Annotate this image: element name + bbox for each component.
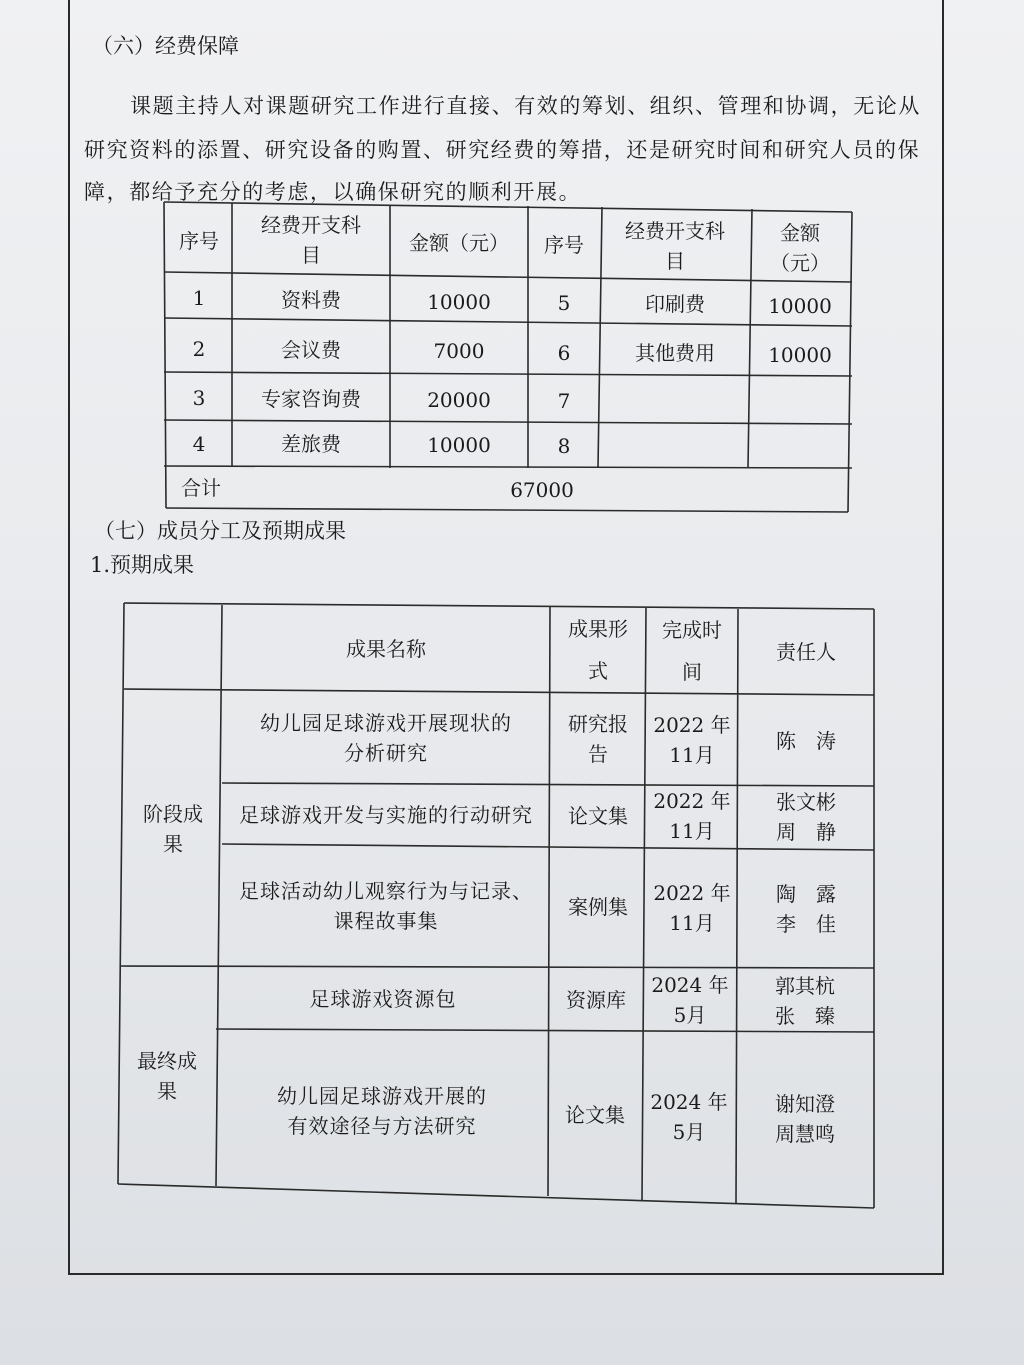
result-person: 陶 露 李 佳 [776,882,836,936]
expected-results-subheading: 1.预期成果 [90,553,195,577]
budget-cell: 1 [192,286,206,310]
result-person: 陈 涛 [776,729,836,753]
results-header-form: 成果形 式 [568,617,628,683]
paragraph-line-2: 研究资料的添置、研究设备的购置、研究经费的筹措，还是研究时间和研究人员的保 [84,138,921,162]
results-header-name: 成果名称 [346,637,426,661]
budget-cell: 4 [192,432,206,456]
result-time: 2022 年 11月 [653,713,731,767]
result-name: 足球游戏资源包 [309,987,457,1011]
budget-header-seq: 序号 [179,229,219,253]
result-name: 足球游戏开发与实施的行动研究 [239,803,533,827]
budget-header-item2: 经费开支科 目 [625,219,725,273]
result-name: 幼儿园足球游戏开展的 有效途径与方法研究 [277,1084,487,1138]
budget-cell: 其他费用 [635,341,715,365]
budget-cell: 资料费 [281,288,341,312]
budget-cell: 会议费 [281,338,341,362]
budget-cell: 7000 [433,339,485,363]
result-time: 2022 年 11月 [653,789,731,843]
result-form: 资源库 [566,988,626,1012]
result-form: 论文集 [565,1103,625,1127]
budget-cell: 10000 [427,290,491,314]
result-name: 足球活动幼儿观察行为与记录、 课程故事集 [239,879,533,933]
result-person: 谢知澄 周慧鸣 [775,1092,835,1146]
paragraph-line-1: 课题主持人对课题研究工作进行直接、有效的筹划、组织、管理和协调，无论从 [130,94,921,118]
final-results-label: 最终成 果 [137,1049,197,1103]
budget-cell: 7 [557,389,571,413]
budget-cell: 2 [192,337,206,361]
section-7-heading: （七）成员分工及预期成果 [94,519,346,543]
budget-cell: 6 [557,341,571,365]
results-header-person: 责任人 [776,640,836,664]
budget-total-label: 合计 [181,476,221,500]
budget-header-seq2: 序号 [544,233,584,257]
result-person: 张文彬 周 静 [776,790,836,844]
budget-total-value: 67000 [510,478,574,502]
stage-results-label: 阶段成 果 [143,802,203,856]
budget-cell: 10000 [768,343,832,367]
budget-cell: 20000 [427,388,491,412]
budget-header-item: 经费开支科 目 [261,213,361,267]
result-person: 郭其杭 张 臻 [775,974,835,1028]
budget-cell: 印刷费 [645,292,705,316]
result-form: 研究报 告 [568,712,628,766]
result-form: 论文集 [568,804,628,828]
budget-header-amount: 金额（元） [409,231,509,255]
result-name: 幼儿园足球游戏开展现状的 分析研究 [260,711,512,765]
result-time: 2022 年 11月 [653,881,731,935]
budget-cell: 专家咨询费 [261,387,361,411]
budget-cell: 10000 [427,433,491,457]
paragraph-line-3: 障，都给予充分的考虑，以确保研究的顺利开展。 [84,180,582,204]
budget-cell: 3 [192,386,206,410]
section-6-heading: （六）经费保障 [92,34,239,58]
budget-cell: 差旅费 [281,432,341,456]
budget-cell: 10000 [768,294,832,318]
results-header-time: 完成时 间 [662,618,722,684]
result-form: 案例集 [568,895,628,919]
budget-header-amount2: 金额 （元） [770,221,830,275]
result-time: 2024 年 5月 [651,973,729,1027]
budget-cell: 8 [557,434,571,458]
result-time: 2024 年 5月 [650,1090,728,1144]
budget-cell: 5 [557,291,571,315]
